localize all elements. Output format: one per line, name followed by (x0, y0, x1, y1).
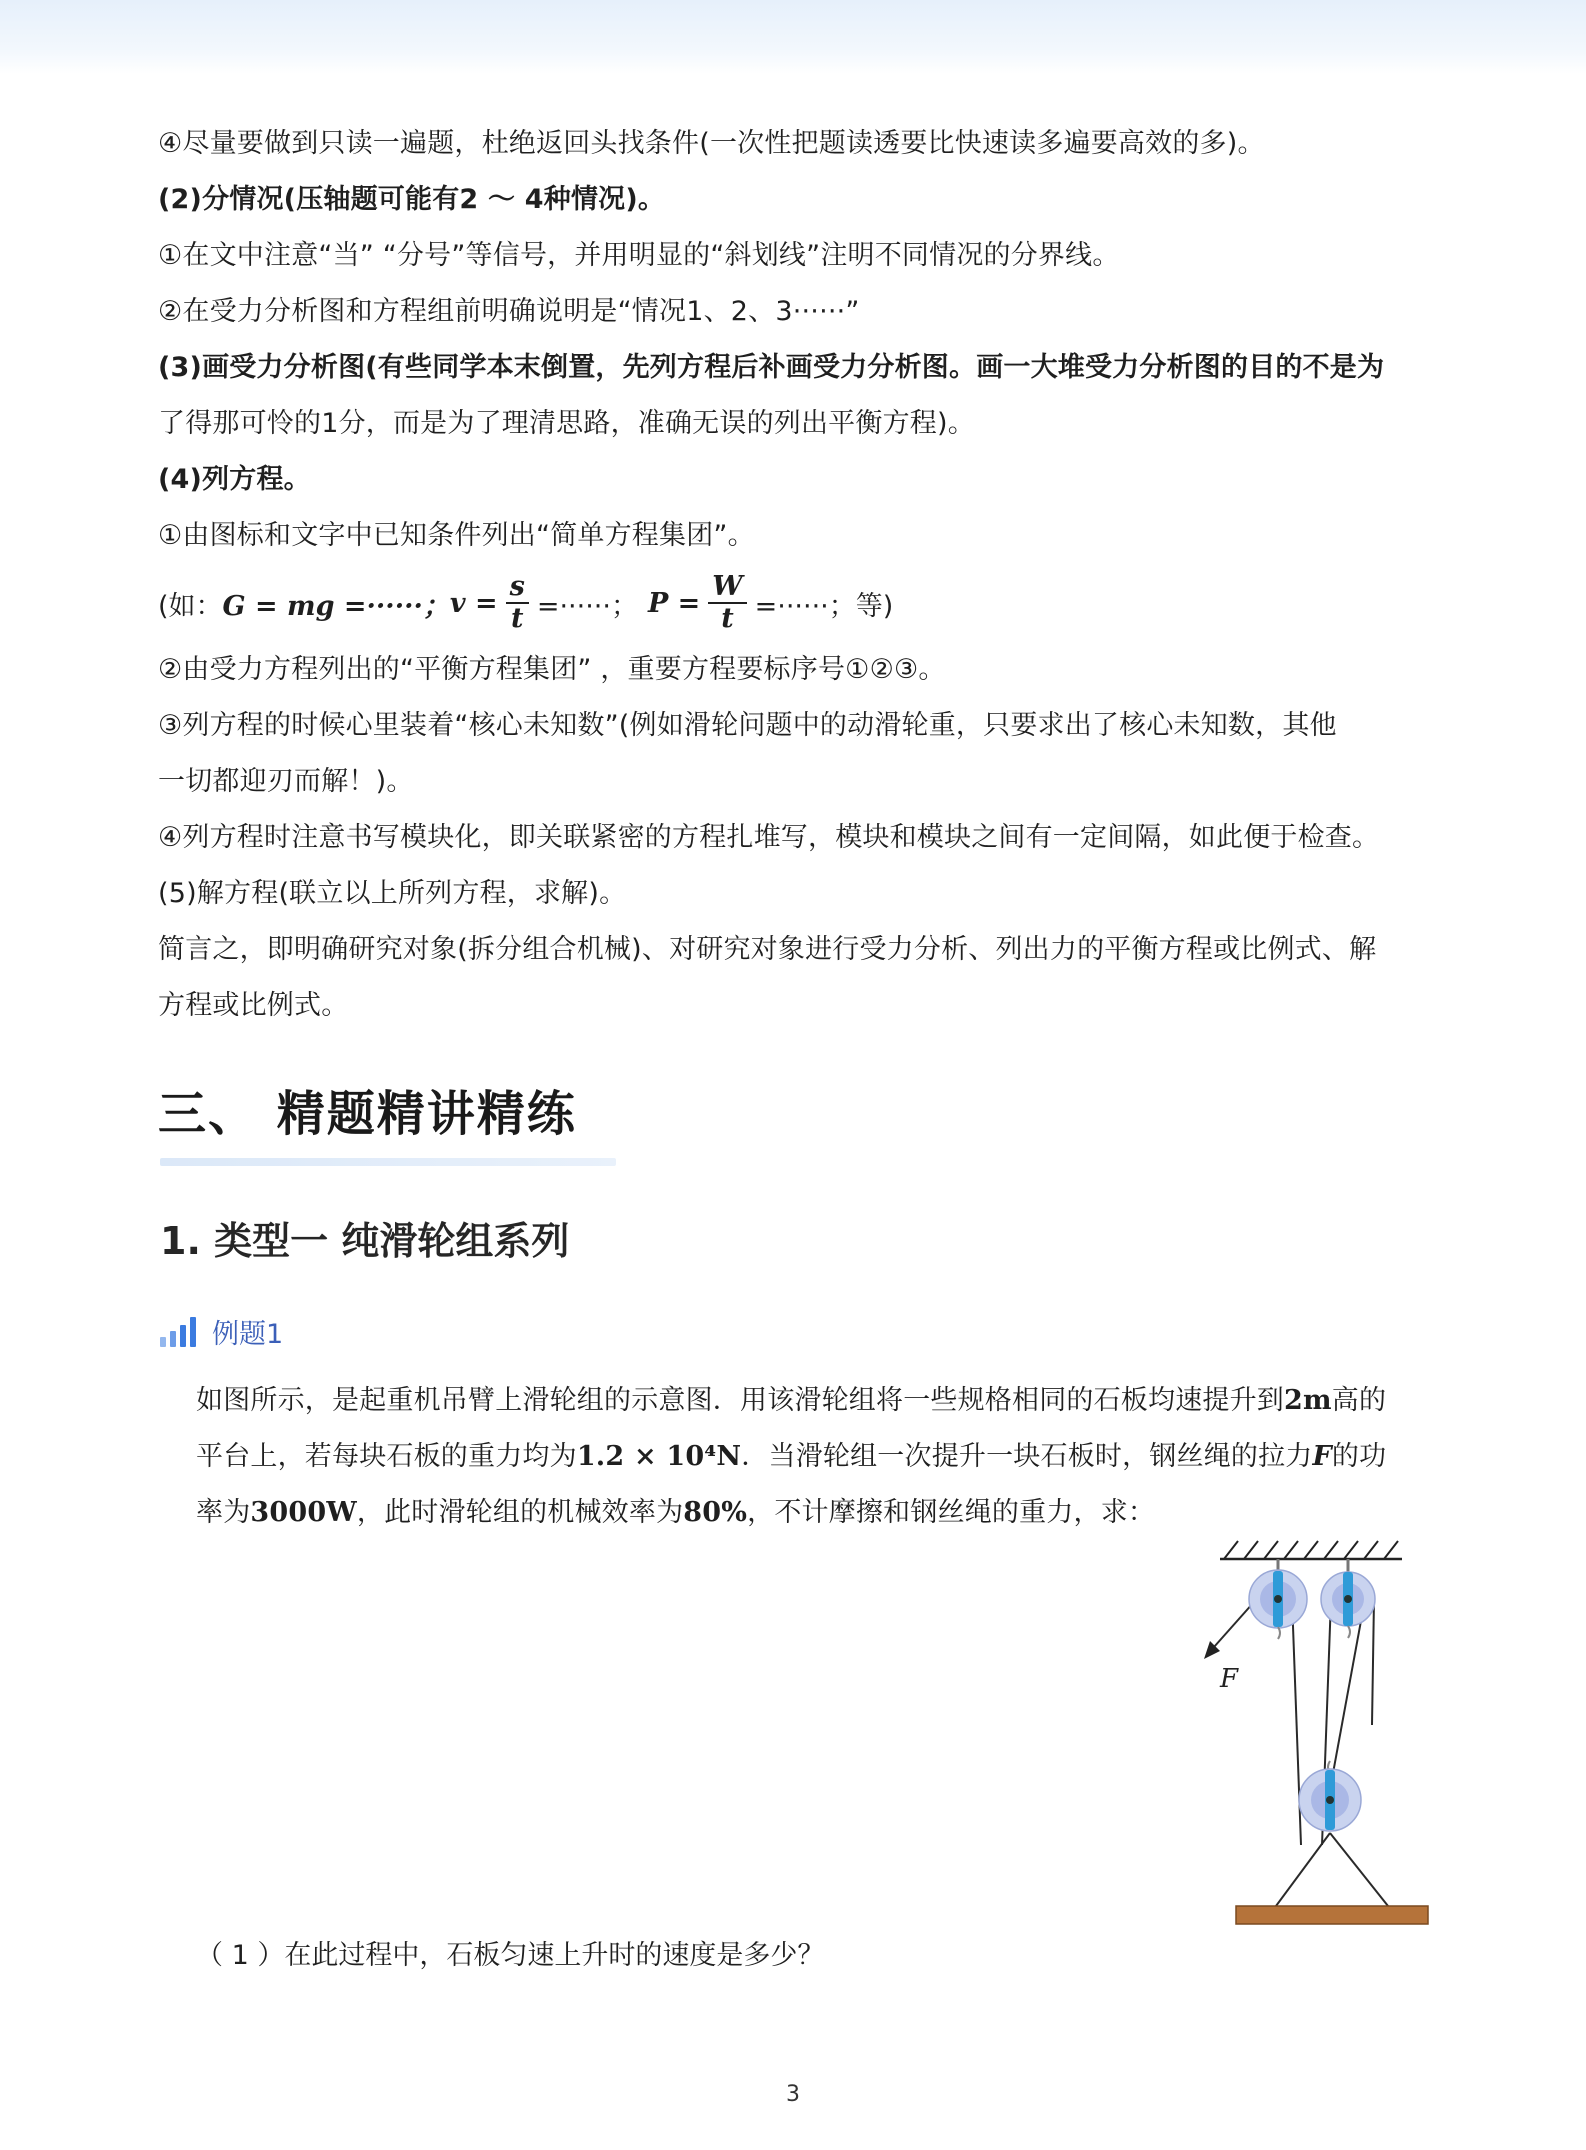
page-number: 3 (786, 2082, 800, 2107)
problem-value: 80% (683, 1497, 748, 1528)
text-line: (3)画受力分析图(有些同学本末倒置，先列方程后补画受力分析图。画一大堆受力分析图的目的不是为 (158, 352, 1385, 383)
formula-velocity-rest: =······； (536, 590, 638, 622)
text-line: ①在文中注意“当” “分号”等信号，并用明显的“斜划线”注明不同情况的分界线。 (158, 240, 1120, 271)
text-line: ④尽量要做到只读一遍题，杜绝返回头找条件(一次性把题读透要比快速读多遍要高效的多)。 (158, 128, 1265, 159)
signal-bars-icon (160, 1317, 196, 1347)
formula-gravity: G = mg =······； (222, 590, 450, 622)
text-line: (5)解方程(联立以上所列方程，求解)。 (158, 878, 627, 909)
text-line: ④列方程时注意书写模块化，即关联紧密的方程扎堆写，模块和模块之间有一定间隔，如此便于检查。 (158, 822, 1380, 853)
problem-text: 平台上，若每块石板的重力均为 (196, 1441, 577, 1472)
section-heading: 三、 精题精讲精练 (158, 1086, 577, 1142)
problem-text: 高的 (1331, 1385, 1387, 1416)
fraction-denominator: t (721, 603, 734, 634)
sub-heading: 1. 类型一 纯滑轮组系列 (160, 1219, 570, 1263)
text-line: ②在受力分析图和方程组前明确说明是“情况1、2、3······” (158, 296, 860, 327)
fraction-w-over-t (708, 572, 746, 633)
fraction-denominator: t (510, 603, 524, 634)
problem-value: F (1312, 1441, 1332, 1472)
text-line: (2)分情况(压轴题可能有2 ～ 4种情况)。 (158, 184, 666, 215)
text-line: ③列方程的时候心里装着“核心未知数”(例如滑轮问题中的动滑轮重，只要求出了核心未知数，其他 (158, 710, 1337, 741)
text-line: (4)列方程。 (158, 464, 311, 495)
fixed-pulley-left (1249, 1559, 1307, 1639)
text-line: 简言之，即明确研究对象(拆分组合机械)、对研究对象进行受力分析、列出力的平衡方程或比例式、解 (158, 934, 1377, 965)
problem-statement (196, 1373, 1436, 1541)
problem-line (196, 1429, 1436, 1485)
formula-power-rest: =······；等) (754, 590, 894, 622)
problem-text: ，不计摩擦和钢丝绳的重力，求： (747, 1497, 1156, 1528)
stone-slab (1236, 1906, 1428, 1924)
problem-value: 1.2 × 10⁴N (576, 1441, 742, 1472)
movable-pulley (1299, 1761, 1361, 1831)
force-label: F (1220, 1664, 1239, 1694)
body-text (158, 116, 1428, 1034)
problem-value: 3000W (250, 1497, 357, 1528)
text-line: 了得那可怜的1分，而是为了理清思路，准确无误的列出平衡方程)。 (158, 408, 975, 439)
formula-power-lhs: P = (647, 587, 701, 619)
text-line: 方程或比例式。 (158, 990, 349, 1021)
fraction-numerator: s (506, 572, 529, 604)
problem-line (196, 1485, 1436, 1541)
problem-text: 的功 (1331, 1441, 1387, 1472)
fraction-s-over-t (506, 572, 529, 633)
fraction-numerator: W (708, 572, 746, 604)
problem-text: 如图所示，是起重机吊臂上滑轮组的示意图．用该滑轮组将一些规格相同的石板均速提升到 (196, 1385, 1284, 1416)
problem-text: 率为 (196, 1497, 251, 1528)
ceiling (1220, 1541, 1402, 1559)
text-line: ①由图标和文字中已知条件列出“简单方程集团”。 (158, 520, 755, 551)
formula-prefix: (如： (158, 590, 223, 622)
formula-velocity-lhs: v = (449, 587, 498, 619)
formula-line (158, 564, 1428, 642)
section-underline (160, 1158, 616, 1166)
problem-text: ，此时滑轮组的机械效率为 (356, 1497, 684, 1528)
problem-text: ．当滑轮组一次提升一块石板时，钢丝绳的拉力 (741, 1441, 1313, 1472)
pulley-diagram (1180, 1535, 1440, 1930)
question-1: （ 1 ）在此过程中，石板匀速上升时的速度是多少？ (196, 1940, 825, 1971)
example-label (160, 1312, 283, 1351)
page-header-band (0, 0, 1586, 74)
problem-line (196, 1373, 1436, 1429)
example-title: 例题1 (212, 1319, 284, 1350)
problem-value: 2m (1284, 1385, 1332, 1416)
text-line: ②由受力方程列出的“平衡方程集团” ，重要方程要标序号①②③。 (158, 654, 946, 685)
text-line: 一切都迎刃而解！)。 (158, 766, 414, 797)
sling (1276, 1833, 1388, 1906)
